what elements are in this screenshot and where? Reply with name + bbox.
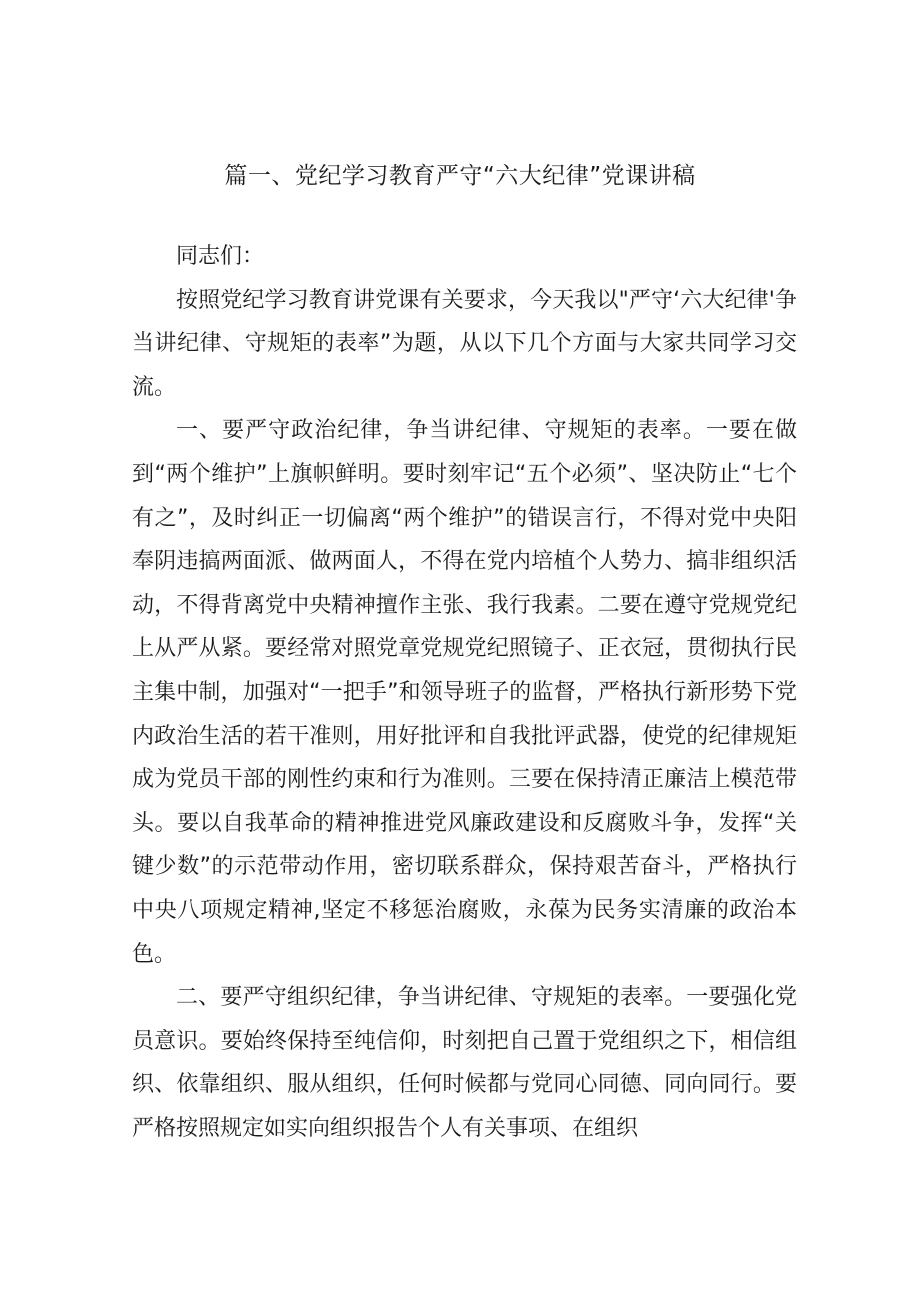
paragraph-intro: 按照党纪学习教育讲党课有关要求，今天我以"严守‘六大纪律'争当讲纪律、守规矩的表率”为题，从以下几个方面与大家共同学习交流。 [132, 287, 797, 400]
salutation: 同志们： [176, 244, 265, 269]
document-body [132, 235, 797, 1150]
paragraph-political-discipline: 一、要严守政治纪律，争当讲纪律、守规矩的表率。一要在做到“两个维护”上旗帜鲜明。要时刻牢记“五个必须”、坚决防止“七个有之”，及时纠正一切偏离“两个维护”的错误言行，不得对党中央阳奉阴违搞两面派、做两面人，不得在党内培植个人势力、搞非组织活动，不得背离党中央精神擅作主张、我行我素。二要在遵守党规党纪上从严从紧。要经常对照党章党规党纪照镜子、正衣冠，贯彻执行民主集中制，加强对“一把手”和领导班子的监督，严格执行新形势下党内政治生活的若干准则，用好批评和自我批评武器，使党的纪律规矩成为党员干部的刚性约束和行为准则。三要在保持清正廉洁上模范带头。要以自我革命的精神推进党风廉政建设和反腐败斗争，发挥“关键少数”的示范带动作用，密切联系群众，保持艰苦奋斗，严格执行中央八项规定精神,坚定不移惩治腐败，永葆为民务实清廉的政治本色。 [132, 418, 797, 967]
document-title: 篇一、党纪学习教育严守“六大纪律”党课讲稿 [224, 163, 696, 189]
paragraph-organizational-discipline: 二、要严守组织纪律，争当讲纪律、守规矩的表率。一要强化党员意识。要始终保持至纯信仰，时刻把自己置于党组织之下，相信组织、依靠组织、服从组织，任何时候都与党同心同德、同向同行。要严格按照规定如实向组织报告个人有关事项、在组织 [132, 985, 797, 1141]
